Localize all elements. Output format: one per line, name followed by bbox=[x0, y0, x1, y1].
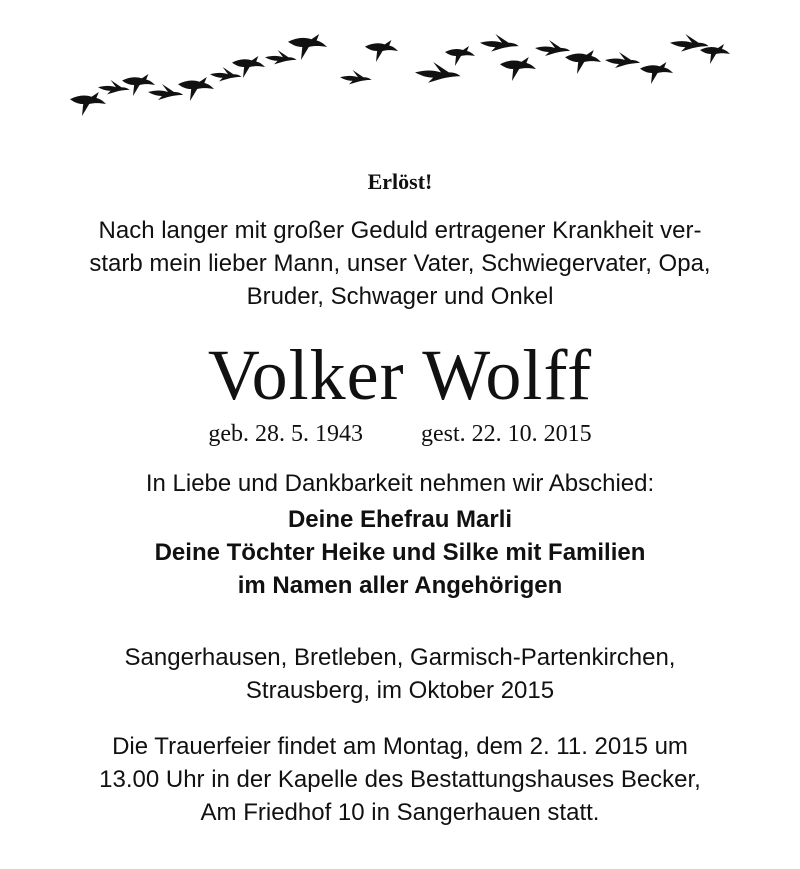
flying-birds-icon bbox=[60, 22, 740, 132]
bird-icon bbox=[535, 40, 570, 56]
bird-icon bbox=[70, 92, 106, 116]
life-dates bbox=[0, 418, 800, 450]
places-and-date bbox=[0, 641, 800, 707]
bird-icon bbox=[288, 34, 327, 60]
bird-icon bbox=[148, 84, 183, 100]
birth-date: geb. 28. 5. 1943 bbox=[208, 421, 363, 447]
funeral-info bbox=[0, 730, 800, 829]
funeral-line: 13.00 Uhr in der Kapelle des Bestattungshauses Becker, bbox=[99, 766, 701, 793]
farewell-line: In Liebe und Dankbarkeit nehmen wir Abschied: bbox=[145, 470, 655, 497]
bird-icon bbox=[500, 57, 536, 81]
places-line: Sangerhausen, Bretleben, Garmisch-Partenkirchen, bbox=[124, 644, 676, 671]
places-line: Strausberg, im Oktober 2015 bbox=[245, 677, 555, 704]
bird-icon bbox=[210, 67, 242, 81]
mourner-line: im Namen aller Angehörigen bbox=[237, 572, 563, 599]
bird-icon bbox=[700, 44, 730, 64]
funeral-line: Am Friedhof 10 in Sangerhauen statt. bbox=[200, 799, 600, 826]
bird-icon bbox=[265, 50, 297, 64]
mourner-line: Deine Ehefrau Marli bbox=[287, 506, 513, 533]
bird-icon bbox=[480, 34, 519, 52]
intro-line: starb mein lieber Mann, unser Vater, Schwiegervater, Opa, bbox=[89, 250, 711, 277]
bird-icon bbox=[178, 77, 214, 101]
bird-icon bbox=[565, 50, 601, 74]
bird-icon bbox=[365, 40, 398, 62]
heading: Erlöst! bbox=[367, 169, 433, 194]
bird-icon bbox=[640, 62, 673, 84]
bird-icon bbox=[605, 52, 640, 68]
mourner-line: Deine Töchter Heike und Silke mit Familien bbox=[154, 539, 646, 566]
bird-icon bbox=[415, 62, 461, 83]
mourners-list bbox=[0, 503, 800, 602]
funeral-line: Die Trauerfeier findet am Montag, dem 2. 11. 2015 um bbox=[112, 733, 688, 760]
intro-line: Bruder, Schwager und Onkel bbox=[246, 283, 554, 310]
death-date: gest. 22. 10. 2015 bbox=[420, 421, 592, 447]
intro-text bbox=[0, 214, 800, 313]
intro-line: Nach langer mit großer Geduld ertragener Krankheit ver- bbox=[98, 217, 702, 244]
deceased-name: Volker Wolff bbox=[207, 335, 593, 415]
bird-icon bbox=[445, 46, 475, 66]
bird-icon bbox=[340, 70, 372, 84]
